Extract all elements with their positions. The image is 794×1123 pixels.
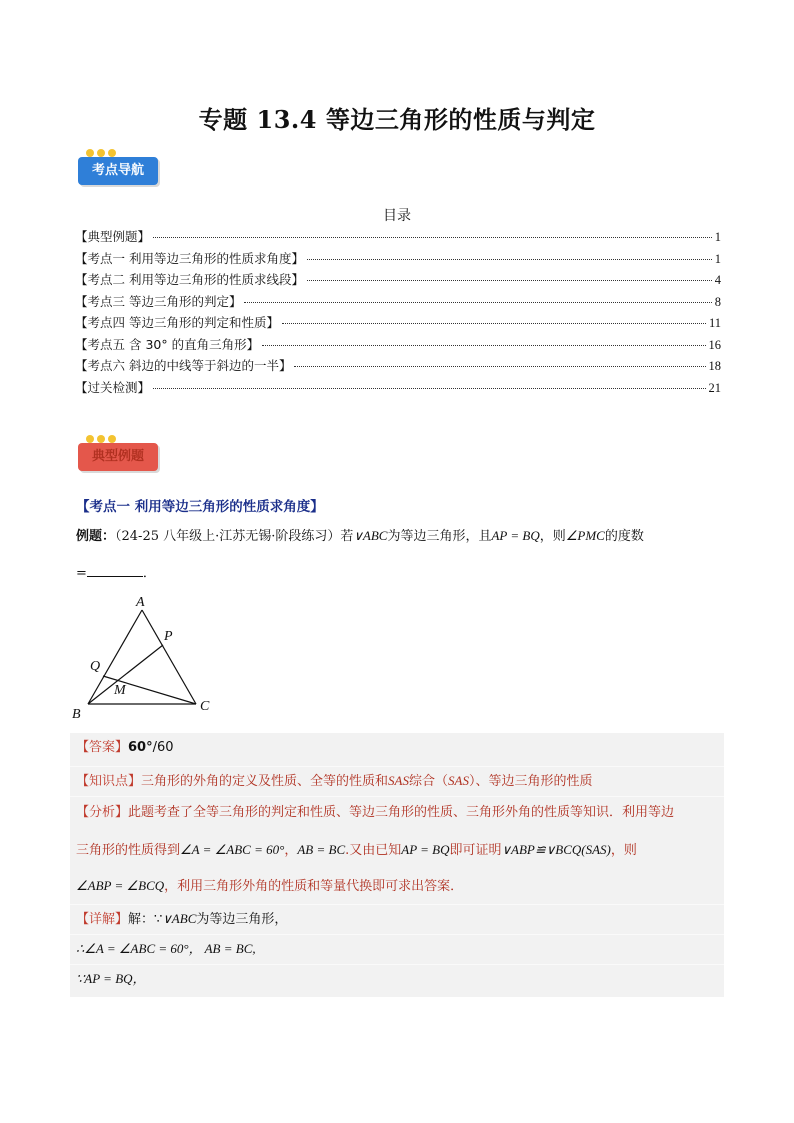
detail-line-3: ∵AP = BQ， (76, 971, 146, 986)
toc-leader (153, 237, 712, 238)
label-a: A (136, 595, 145, 610)
toc-page: 4 (714, 273, 721, 287)
equals-sign: = (76, 566, 87, 581)
math-triangle: ∨ABC (353, 528, 388, 543)
toc-row[interactable] (75, 292, 721, 314)
analysis-text: ，则 (610, 843, 637, 858)
math-angle: ∠PMC (565, 528, 605, 543)
detail-math: ∨ABC (162, 911, 197, 926)
section-heading: 【考点一 利用等边三角形的性质求角度】 (76, 499, 324, 515)
answer-line (76, 738, 716, 758)
toc-leader (294, 366, 705, 367)
period: ． (142, 566, 156, 581)
toc-page: 11 (708, 316, 721, 330)
toc-leader (282, 323, 706, 324)
analysis-math: AB = BC (297, 842, 346, 857)
toc-label: 【考点四 等边三角形的判定和性质】 (75, 315, 279, 330)
detail-line-2: ∴∠A = ∠ABC = 60°， AB = BC, (76, 941, 256, 956)
toc-row[interactable] (75, 249, 721, 271)
answer-value: 60° (128, 740, 153, 755)
analysis-tag: 【分析】 (76, 805, 129, 820)
examples-badge-wrap (78, 443, 158, 471)
toc-leader (244, 302, 711, 303)
analysis-text: 即可证明 (449, 843, 502, 858)
analysis-math: ∠ABP = ∠BCQ (76, 878, 165, 893)
row-separator (70, 904, 724, 905)
analysis-math: ∨ABP≌∨BCQ(SAS) (501, 842, 611, 857)
toc-page: 16 (708, 337, 721, 352)
toc-leader (307, 280, 712, 281)
example-question (76, 526, 726, 547)
badge-dots (86, 435, 116, 443)
analysis-line-2 (76, 840, 716, 861)
label-m: M (114, 683, 126, 698)
label-b: B (72, 707, 81, 720)
nav-badge-wrap (78, 157, 158, 185)
example-source: （24-25 八年级上·江苏无锡·阶段练习）若 (115, 529, 354, 544)
triangle-figure (68, 590, 228, 720)
toc-leader (153, 388, 705, 389)
examples-badge: 典型例题 (78, 443, 158, 471)
toc-row[interactable] (75, 356, 721, 378)
knowledge-sas: SAS (388, 773, 409, 788)
detail-line-1 (76, 909, 716, 930)
toc-row[interactable] (75, 227, 721, 249)
knowledge-text: ）、等边三角形的性质 (468, 774, 593, 789)
analysis-text: 此题考查了全等三角形的判定和性质、等边三角形的性质、三角形外角的性质等知识．利用等边 (128, 805, 675, 820)
example-lead: 例题： (76, 529, 116, 544)
nav-badge: 考点导航 (78, 157, 158, 185)
page-title: 专题 13.4 等边三角形的性质与判定 (198, 105, 596, 134)
analysis-text: ，利用三角形外角的性质和等量代换即可求出答案． (164, 879, 464, 894)
toc-leader (262, 345, 705, 346)
answer-tag: 【答案】 (76, 740, 129, 755)
knowledge-sas: SAS (448, 773, 469, 788)
math-condition: AP = BQ (491, 528, 540, 543)
toc-label: 【典型例题】 (75, 229, 151, 244)
row-separator (70, 766, 724, 767)
toc-page: 1 (714, 230, 721, 244)
row-separator (70, 796, 724, 797)
toc-label: 【考点二 利用等边三角形的性质求线段】 (75, 272, 304, 287)
toc-row[interactable] (75, 378, 721, 400)
detail-text: 为等边三角形， (196, 912, 288, 927)
toc-heading: 目录 (383, 208, 411, 224)
toc-row[interactable] (75, 270, 721, 292)
toc-label: 【考点三 等边三角形的判定】 (75, 293, 242, 309)
toc-row[interactable] (75, 313, 721, 335)
badge-dots (86, 149, 116, 157)
analysis-text: 三角形的性质得到 (76, 843, 181, 858)
answer-alt: /60 (152, 740, 174, 755)
table-of-contents (75, 227, 721, 399)
row-separator (70, 964, 724, 965)
knowledge-text: 三角形的外角的定义及性质、全等的性质和 (141, 774, 389, 789)
example-text: ，则 (539, 529, 566, 544)
analysis-line-1 (76, 803, 716, 823)
toc-label: 【过关检测】 (75, 379, 151, 395)
toc-leader (307, 259, 712, 260)
toc-row[interactable] (75, 335, 721, 357)
analysis-math: ∠A = ∠ABC = 60° (180, 842, 285, 857)
example-text: 为等边三角形，且 (387, 529, 492, 544)
label-p: P (164, 629, 173, 644)
detail-tag: 【详解】 (76, 912, 129, 927)
example-answer-line (76, 562, 156, 581)
toc-label: 【考点六 斜边的中线等于斜边的一半】 (75, 358, 292, 373)
analysis-math: AP = BQ (401, 842, 450, 857)
knowledge-line (76, 771, 716, 792)
toc-label: 【考点一 利用等边三角形的性质求角度】 (75, 250, 304, 266)
label-q: Q (90, 659, 101, 674)
label-c: C (200, 699, 210, 714)
detail-text: 解：∵ (128, 912, 163, 927)
knowledge-tag: 【知识点】 (76, 774, 142, 789)
knowledge-text: 综合（ (408, 774, 448, 789)
toc-label: 【考点五 含 30° 的直角三角形】 (75, 336, 260, 352)
toc-page: 18 (708, 359, 721, 373)
example-text: 的度数 (604, 529, 644, 544)
analysis-text: .又由已知 (345, 843, 402, 858)
analysis-line-3 (76, 876, 716, 897)
toc-page: 1 (714, 251, 721, 266)
toc-page: 21 (708, 380, 721, 395)
analysis-text: ， (284, 843, 298, 858)
row-separator (70, 934, 724, 935)
toc-page: 8 (714, 294, 721, 309)
answer-blank (87, 564, 143, 577)
